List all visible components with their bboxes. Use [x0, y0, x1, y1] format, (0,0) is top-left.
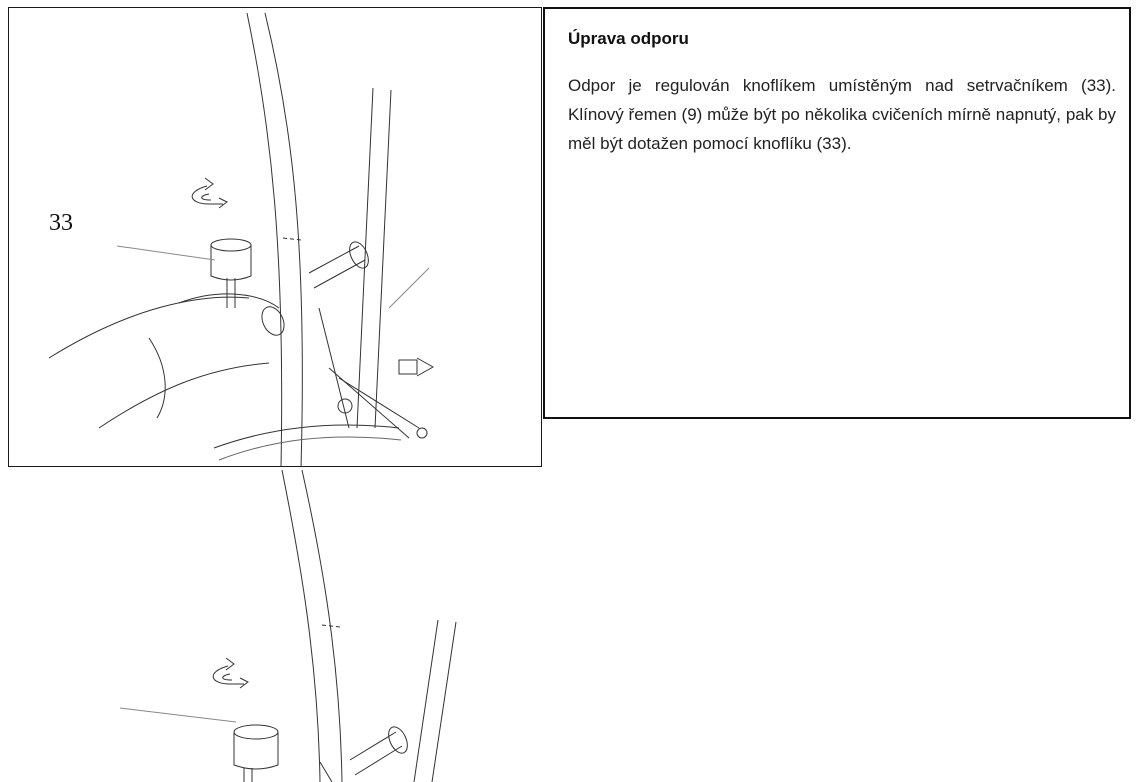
rotate-arrow-icon — [192, 178, 227, 208]
instruction-box — [543, 7, 1131, 419]
resistance-knob-diagram — [9, 8, 542, 467]
callout-number: 33 — [49, 210, 73, 236]
illustration-lower — [0, 470, 560, 782]
rotate-arrow-icon — [213, 658, 248, 688]
tension-arrow-icon — [399, 358, 433, 376]
resistance-knob-diagram-repeat — [0, 470, 560, 782]
section-heading: Úprava odporu — [568, 29, 689, 48]
illustration-box-upper — [8, 7, 542, 467]
section-body: Odpor je regulován knoflíkem umístěným nad setrvačníkem (33). Klínový řemen (9) může být po několika cvičeních mírně napnutý, pak by měl být dotažen pomocí knoflíku (33). — [568, 76, 1116, 153]
